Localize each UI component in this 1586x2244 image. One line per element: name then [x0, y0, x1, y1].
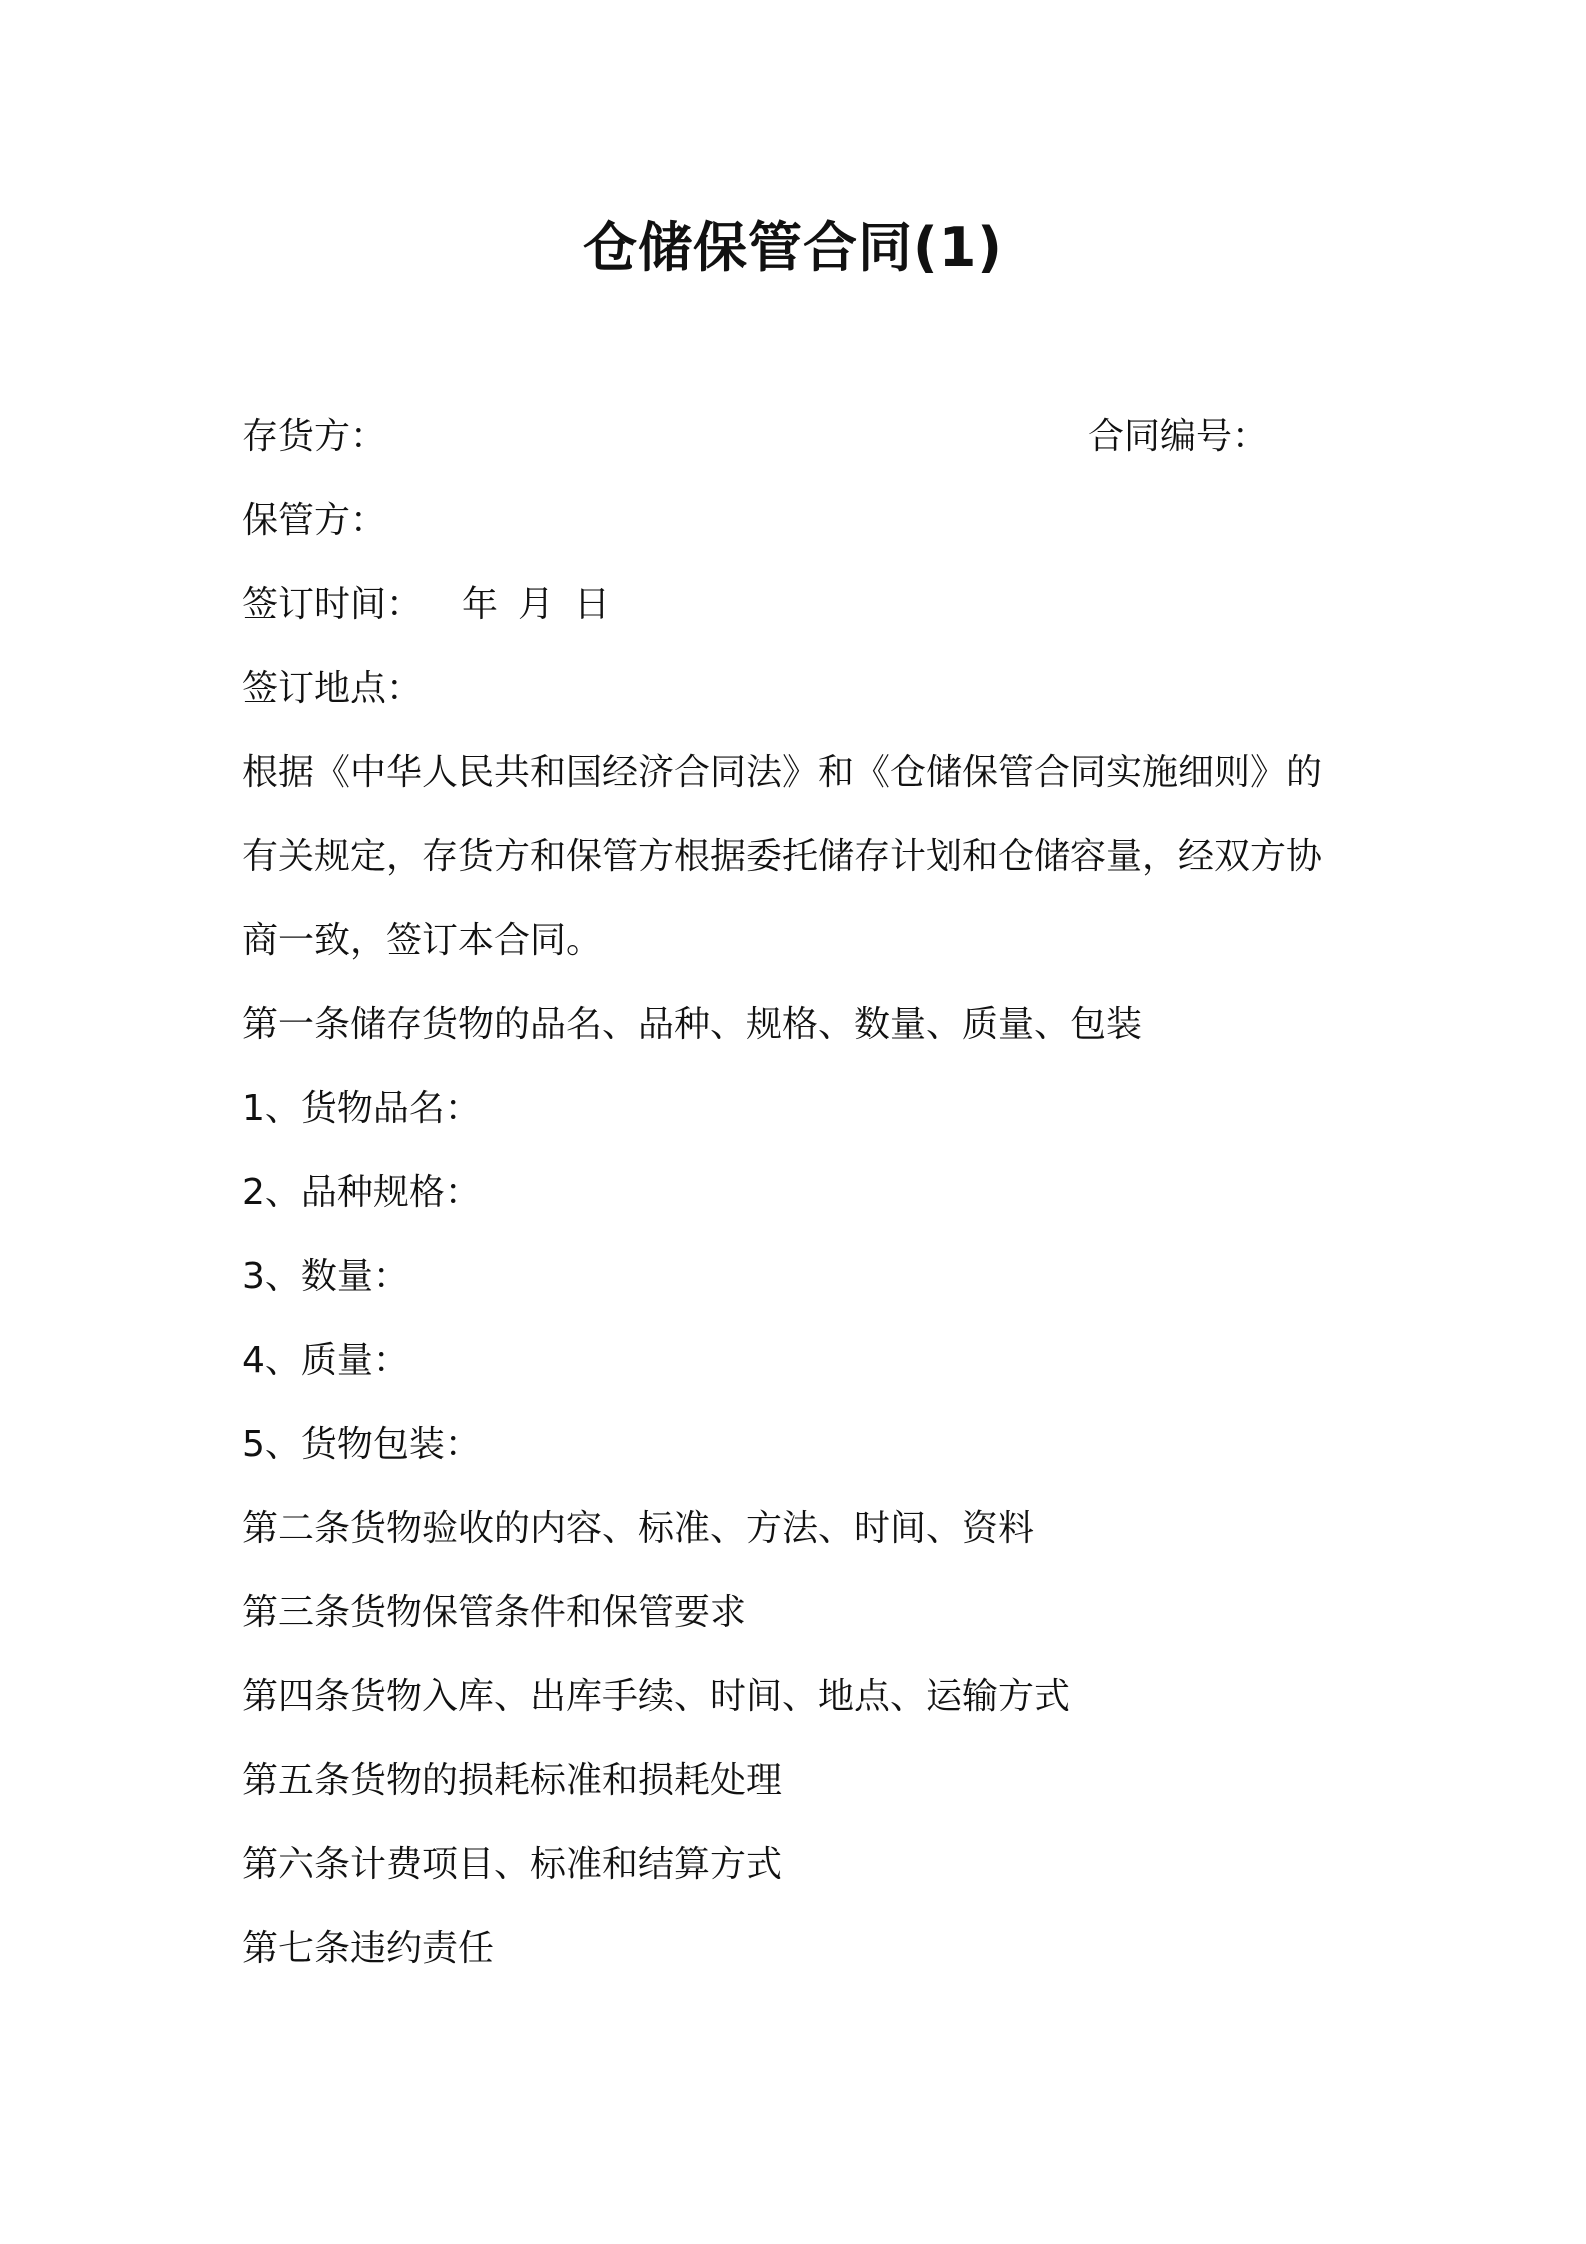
sign-time-year: 年 [462, 584, 499, 625]
custodian-label: 保管方： [242, 500, 387, 541]
article-1-item: 2、品种规格： [242, 1172, 481, 1213]
article-7-heading: 第七条违约责任 [242, 1928, 495, 1969]
sign-time-day: 日 [574, 584, 611, 625]
article-5-heading: 第五条货物的损耗标准和损耗处理 [242, 1760, 783, 1801]
article-3-heading: 第三条货物保管条件和保管要求 [242, 1592, 747, 1633]
article-1-item: 5、货物包装： [242, 1424, 481, 1465]
article-6-heading: 第六条计费项目、标准和结算方式 [242, 1844, 783, 1885]
article-2-heading: 第二条货物验收的内容、标准、方法、时间、资料 [242, 1508, 1035, 1549]
article-1-item: 3、数量： [242, 1256, 409, 1297]
article-1-item: 4、质量： [242, 1340, 409, 1381]
article-1-item: 1、货物品名： [242, 1088, 481, 1129]
preamble-line: 商一致，签订本合同。 [242, 920, 603, 961]
sign-place-label: 签订地点： [242, 668, 423, 709]
sign-time-line [242, 580, 610, 630]
depositor-label: 存货方： [242, 416, 387, 457]
article-1-heading: 第一条储存货物的品名、品种、规格、数量、质量、包装 [242, 1004, 1143, 1045]
document-title: 仓储保管合同(1) [583, 216, 1003, 279]
contract-number-label: 合同编号： [1088, 416, 1269, 457]
preamble-line: 有关规定，存货方和保管方根据委托储存计划和仓储容量，经双方协 [242, 836, 1323, 877]
preamble-line: 根据《中华人民共和国经济合同法》和《仓储保管合同实施细则》的 [242, 752, 1323, 793]
article-4-heading: 第四条货物入库、出库手续、时间、地点、运输方式 [242, 1676, 1071, 1717]
sign-time-label: 签订时间： [242, 584, 423, 625]
sign-time-month: 月 [518, 584, 555, 625]
